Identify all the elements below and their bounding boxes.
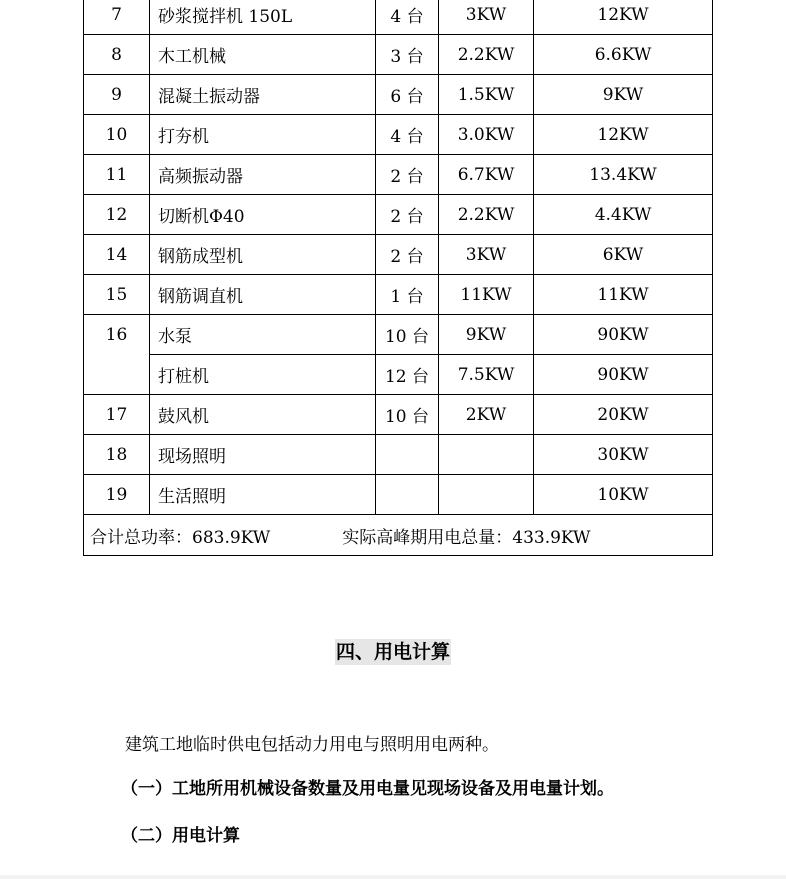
equipment-quantity: 4 台 xyxy=(376,115,439,155)
equipment-quantity xyxy=(376,475,439,515)
total-power: 90KW xyxy=(534,315,713,355)
row-number: 9 xyxy=(84,75,150,115)
table-row xyxy=(84,35,713,75)
table-row xyxy=(84,355,713,395)
total-power: 20KW xyxy=(534,395,713,435)
equipment-name: 砂浆搅拌机 150L xyxy=(150,0,376,35)
equipment-quantity: 2 台 xyxy=(376,155,439,195)
unit-power: 11KW xyxy=(439,275,534,315)
equipment-quantity: 2 台 xyxy=(376,195,439,235)
row-number: 7 xyxy=(84,0,150,35)
table-row xyxy=(84,475,713,515)
equipment-quantity: 1 台 xyxy=(376,275,439,315)
row-number: 12 xyxy=(84,195,150,235)
table-row xyxy=(84,115,713,155)
table-row xyxy=(84,315,713,355)
total-power: 12KW xyxy=(534,0,713,35)
equipment-quantity: 10 台 xyxy=(376,395,439,435)
table-row xyxy=(84,75,713,115)
row-number: 11 xyxy=(84,155,150,195)
total-power: 13.4KW xyxy=(534,155,713,195)
unit-power: 3KW xyxy=(439,235,534,275)
equipment-name: 木工机械 xyxy=(150,35,376,75)
equipment-power-table xyxy=(83,0,713,556)
equipment-quantity xyxy=(376,435,439,475)
summary-cell xyxy=(84,515,713,556)
equipment-quantity: 12 台 xyxy=(376,355,439,395)
equipment-name: 钢筋成型机 xyxy=(150,235,376,275)
subsection-heading-2: （二）用电计算 xyxy=(121,826,240,846)
peak-power-summary: 实际高峰期用电总量：433.9KW xyxy=(342,527,591,548)
unit-power: 2KW xyxy=(439,395,534,435)
equipment-quantity: 10 台 xyxy=(376,315,439,355)
page-bottom-edge xyxy=(0,875,786,879)
unit-power: 2.2KW xyxy=(439,195,534,235)
equipment-name: 生活照明 xyxy=(150,475,376,515)
row-number xyxy=(84,355,150,395)
section-heading-text: 四、用电计算 xyxy=(335,641,450,663)
intro-paragraph: 建筑工地临时供电包括动力用电与照明用电两种。 xyxy=(125,735,499,755)
equipment-name: 混凝土振动器 xyxy=(150,75,376,115)
table-row xyxy=(84,235,713,275)
unit-power xyxy=(439,475,534,515)
row-number: 19 xyxy=(84,475,150,515)
total-power: 30KW xyxy=(534,435,713,475)
table-row xyxy=(84,0,713,35)
equipment-quantity: 4 台 xyxy=(376,0,439,35)
total-power: 4.4KW xyxy=(534,195,713,235)
total-power: 6.6KW xyxy=(534,35,713,75)
total-power: 12KW xyxy=(534,115,713,155)
table-row xyxy=(84,275,713,315)
summary-row xyxy=(84,515,713,556)
equipment-name: 钢筋调直机 xyxy=(150,275,376,315)
equipment-name: 高频振动器 xyxy=(150,155,376,195)
row-number: 8 xyxy=(84,35,150,75)
total-power: 90KW xyxy=(534,355,713,395)
total-power-summary: 合计总功率：683.9KW xyxy=(90,527,271,548)
total-power: 11KW xyxy=(534,275,713,315)
equipment-name: 切断机Φ40 xyxy=(150,195,376,235)
row-number: 17 xyxy=(84,395,150,435)
row-number: 16 xyxy=(84,315,150,355)
unit-power: 3KW xyxy=(439,0,534,35)
row-number: 18 xyxy=(84,435,150,475)
unit-power: 1.5KW xyxy=(439,75,534,115)
row-number: 10 xyxy=(84,115,150,155)
equipment-quantity: 2 台 xyxy=(376,235,439,275)
equipment-name: 水泵 xyxy=(150,315,376,355)
section-heading xyxy=(0,637,786,664)
total-power: 6KW xyxy=(534,235,713,275)
total-power: 10KW xyxy=(534,475,713,515)
table-row xyxy=(84,395,713,435)
row-number: 15 xyxy=(84,275,150,315)
equipment-name: 鼓风机 xyxy=(150,395,376,435)
total-power: 9KW xyxy=(534,75,713,115)
unit-power xyxy=(439,435,534,475)
equipment-quantity: 3 台 xyxy=(376,35,439,75)
row-number: 14 xyxy=(84,235,150,275)
unit-power: 3.0KW xyxy=(439,115,534,155)
equipment-quantity: 6 台 xyxy=(376,75,439,115)
unit-power: 7.5KW xyxy=(439,355,534,395)
unit-power: 6.7KW xyxy=(439,155,534,195)
unit-power: 2.2KW xyxy=(439,35,534,75)
table-row xyxy=(84,155,713,195)
table-row xyxy=(84,435,713,475)
equipment-name: 打桩机 xyxy=(150,355,376,395)
unit-power: 9KW xyxy=(439,315,534,355)
table-row xyxy=(84,195,713,235)
equipment-name: 现场照明 xyxy=(150,435,376,475)
equipment-name: 打夯机 xyxy=(150,115,376,155)
subsection-heading-1: （一）工地所用机械设备数量及用电量见现场设备及用电量计划。 xyxy=(121,779,614,799)
